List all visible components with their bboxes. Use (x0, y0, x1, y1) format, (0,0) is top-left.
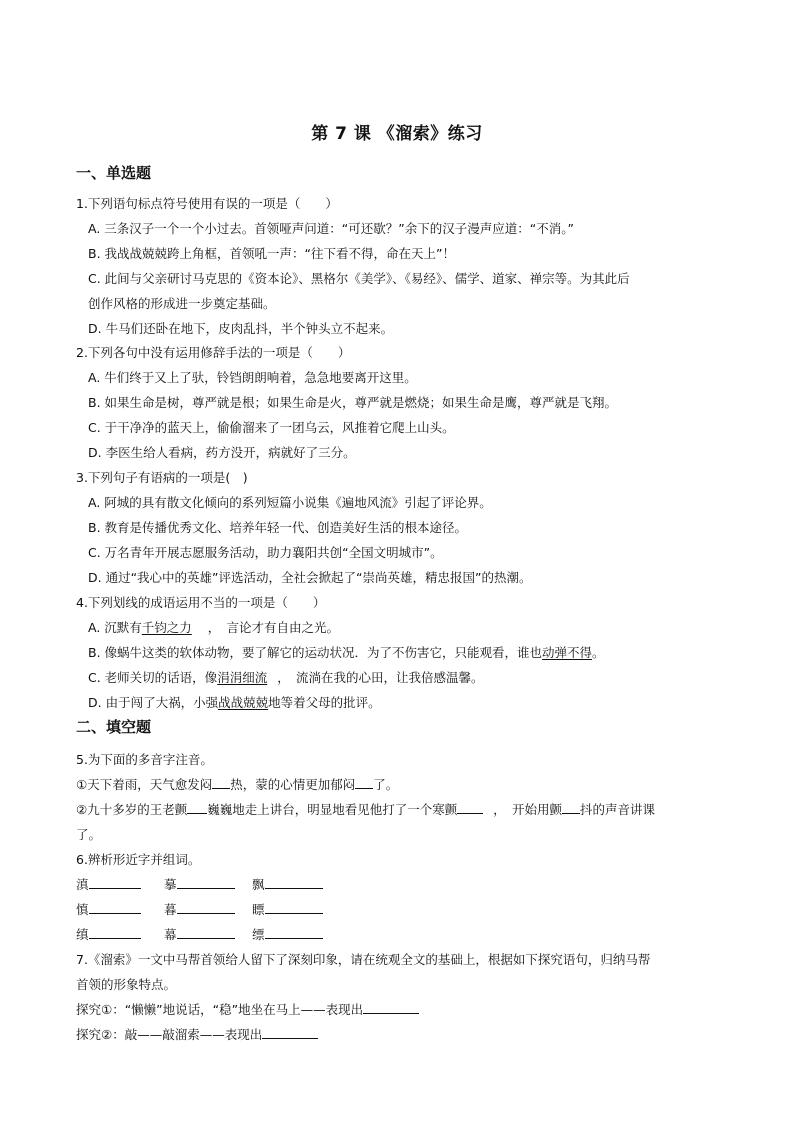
word-grid-row (76, 875, 340, 895)
answer-blank[interactable] (177, 875, 235, 889)
word-grid-row (76, 900, 340, 920)
character: 缥 (252, 927, 265, 942)
question-1-option-d: D. 牛马们还卧在地下，皮肉乱抖，半个钟头立不起来。 (88, 321, 394, 336)
character: 慎 (76, 902, 89, 917)
question-4-option-b (88, 643, 605, 663)
answer-blank[interactable] (265, 900, 323, 914)
character: 缜 (76, 927, 89, 942)
question-1-stem: 1.下列语句标点符号使用有误的一项是（ ） (76, 196, 338, 211)
character: 暮 (164, 902, 177, 917)
answer-blank[interactable] (265, 925, 323, 939)
text: ②九十多岁的王老颤 (76, 802, 188, 817)
text: 抖的声音讲课 (580, 802, 656, 817)
option-text: D. 由于闯了大祸，小强 (88, 695, 219, 710)
underlined-idiom: 战战兢兢 (218, 695, 269, 710)
option-text: ， 言论才有自由之光。 (207, 620, 340, 635)
character: 摹 (164, 877, 177, 892)
question-2-stem: 2.下列各句中没有运用修辞手法的一项是（ ） (76, 345, 351, 360)
question-2-option-b: B. 如果生命是树，尊严就是根；如果生命是火，尊严就是燃烧；如果生命是鹰，尊严就是飞翔。 (88, 395, 618, 410)
question-7-stem: 7.《溜索》一文中马帮首领给人留下了深刻印象，请在统观全文的基础上，根据如下探究语句，归纳马帮 (76, 952, 651, 967)
section-heading-fill-blank: 二、填空题 (76, 718, 152, 736)
question-4-option-c (88, 668, 483, 688)
question-7-probe-1 (76, 1000, 419, 1020)
answer-blank[interactable] (363, 1000, 419, 1014)
answer-blank[interactable] (262, 1025, 318, 1039)
question-4-option-d (88, 693, 381, 713)
page-title: 第 7 课 《溜索》练习 (311, 124, 483, 144)
answer-blank[interactable] (265, 875, 323, 889)
text: 热，蒙的心情更加郁闷 (230, 777, 356, 792)
answer-blank[interactable] (187, 800, 207, 814)
question-3-option-d: D. 通过“我心中的英雄”评选活动，全社会掀起了“崇尚英雄，精忠报国”的热潮。 (88, 570, 532, 585)
question-1-option-c-cont: 创作风格的形成进一步奠定基础。 (88, 296, 276, 311)
question-4-stem: 4.下列划线的成语运用不当的一项是（ ） (76, 595, 326, 610)
answer-blank[interactable] (212, 775, 230, 789)
character: 瞟 (252, 902, 265, 917)
option-text: 。 (592, 645, 605, 660)
underlined-idiom: 涓涓细流 (217, 670, 268, 685)
question-1-option-b: B. 我战战兢兢跨上角框，首领吼一声：“往下看不得，命在天上”！ (88, 246, 455, 261)
question-7-stem-cont: 首领的形象特点。 (76, 977, 177, 992)
text: ①天下着雨，天气愈发闷 (76, 777, 213, 792)
character: 飘 (252, 877, 265, 892)
question-7-probe-2 (76, 1025, 318, 1045)
answer-blank[interactable] (89, 900, 141, 914)
question-2-option-a: A. 牛们终于又上了驮，铃铛朗朗响着，急急地要离开这里。 (88, 370, 417, 385)
word-grid-row (76, 925, 340, 945)
question-5-line-3: 了。 (76, 827, 102, 842)
answer-blank[interactable] (89, 875, 141, 889)
question-5-line-2 (76, 800, 655, 820)
question-6-stem: 6.辨析形近字并组词。 (76, 852, 201, 867)
underlined-idiom: 动弹不得 (542, 645, 593, 660)
question-3-option-b: B. 教育是传播优秀文化、培养年轻一代、创造美好生活的根本途径。 (88, 520, 468, 535)
question-4-option-a (88, 618, 339, 638)
question-1-option-a: A. 三条汉子一个一个小过去。首领哑声问道：“可还歇？”余下的汉子漫声应道：“不消。” (88, 221, 574, 236)
answer-blank[interactable] (89, 925, 141, 939)
question-3-option-c: C. 万名青年开展志愿服务活动，助力襄阳共创“全国文明城市”。 (88, 545, 443, 560)
question-3-option-a: A. 阿城的具有散文化倾向的系列短篇小说集《遍地风流》引起了评论界。 (88, 495, 492, 510)
section-heading-single-choice: 一、单选题 (76, 164, 152, 182)
question-2-option-c: C. 于干净净的蓝天上，偷偷溜来了一团乌云，风推着它爬上山头。 (88, 420, 455, 435)
question-3-stem: 3.下列句子有语病的一项是( ) (76, 470, 248, 485)
answer-blank[interactable] (177, 900, 235, 914)
option-text: A. 沉默有 (88, 620, 142, 635)
text: 了。 (373, 777, 399, 792)
answer-blank[interactable] (355, 775, 373, 789)
question-2-option-d: D. 李医生给人看病，药方没开，病就好了三分。 (88, 445, 356, 460)
answer-blank[interactable] (457, 800, 483, 814)
underlined-idiom: 千钧之力 (141, 620, 192, 635)
character: 幕 (164, 927, 177, 942)
option-text: C. 老师关切的话语，像 (88, 670, 218, 685)
option-text: B. 像蜗牛这类的软体动物，要了解它的运动状况．为了不伤害它，只能观看，谁也 (88, 645, 543, 660)
text: 巍巍地走上讲台，明显地看见他打了一个寒颤 (207, 802, 458, 817)
question-5-line-1 (76, 775, 398, 795)
text: 探究①：“懒懒”地说话，“稳”地坐在马上——表现出 (76, 1002, 364, 1017)
text: ， 开始用颤 (493, 802, 562, 817)
answer-blank[interactable] (562, 800, 580, 814)
answer-blank[interactable] (177, 925, 235, 939)
text: 探究②：敲——敲溜索——表现出 (76, 1027, 263, 1042)
question-5-stem: 5.为下面的多音字注音。 (76, 752, 213, 767)
character: 滇 (76, 877, 89, 892)
option-text: ， 流淌在我的心田，让我倍感温馨。 (277, 670, 484, 685)
option-text: 地等着父母的批评。 (268, 695, 381, 710)
question-1-option-c: C. 此间与父亲研讨马克思的《资本论》、黑格尔《美学》、《易经》、儒学、道家、禅宗等。为其此后 (88, 271, 630, 286)
